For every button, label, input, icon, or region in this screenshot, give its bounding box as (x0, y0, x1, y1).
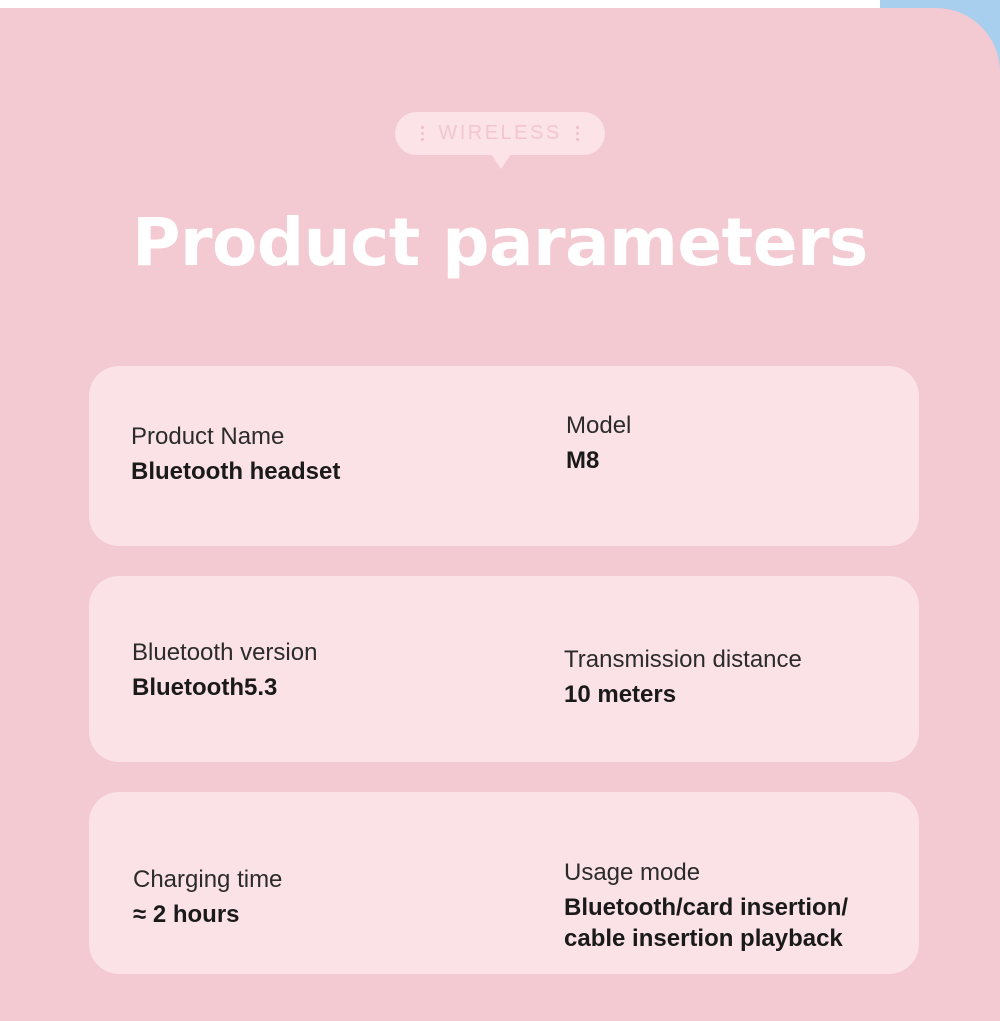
spec-value: Bluetooth headset (131, 458, 341, 485)
page-title: Product parameters (132, 204, 868, 281)
spec-value: M8 (566, 447, 600, 474)
spec-label: Product Name (131, 423, 285, 450)
spec-field-charging-time (133, 865, 282, 930)
spec-field-transmission-distance (564, 645, 802, 710)
vertical-dots-icon-right (576, 126, 579, 141)
wireless-badge-container (0, 112, 1000, 155)
product-spec-sheet (0, 8, 1000, 1021)
spec-field-model (566, 411, 631, 476)
vertical-dots-icon-left (421, 126, 424, 141)
spec-card-bluetooth (89, 576, 919, 762)
spec-value: ≈ 2 hours (133, 901, 240, 928)
badge-pointer (491, 154, 511, 169)
spec-field-usage-mode (564, 858, 909, 954)
wireless-badge (395, 112, 604, 155)
spec-label: Bluetooth version (132, 639, 318, 666)
spec-label: Model (566, 412, 632, 439)
spec-label: Usage mode (564, 859, 701, 886)
spec-value: Bluetooth5.3 (132, 674, 278, 701)
spec-card-charging (89, 792, 919, 974)
spec-value: Bluetooth/card insertion/ cable insertion playback (564, 894, 849, 953)
spec-card-product (89, 366, 919, 546)
spec-value: 10 meters (564, 681, 677, 708)
spec-label: Charging time (133, 866, 283, 893)
spec-field-bluetooth-version (132, 638, 317, 703)
spec-field-product-name (131, 422, 340, 487)
wireless-badge-label: WIRELESS (438, 122, 562, 144)
spec-card-list (89, 366, 919, 1004)
spec-label: Transmission distance (564, 646, 802, 673)
